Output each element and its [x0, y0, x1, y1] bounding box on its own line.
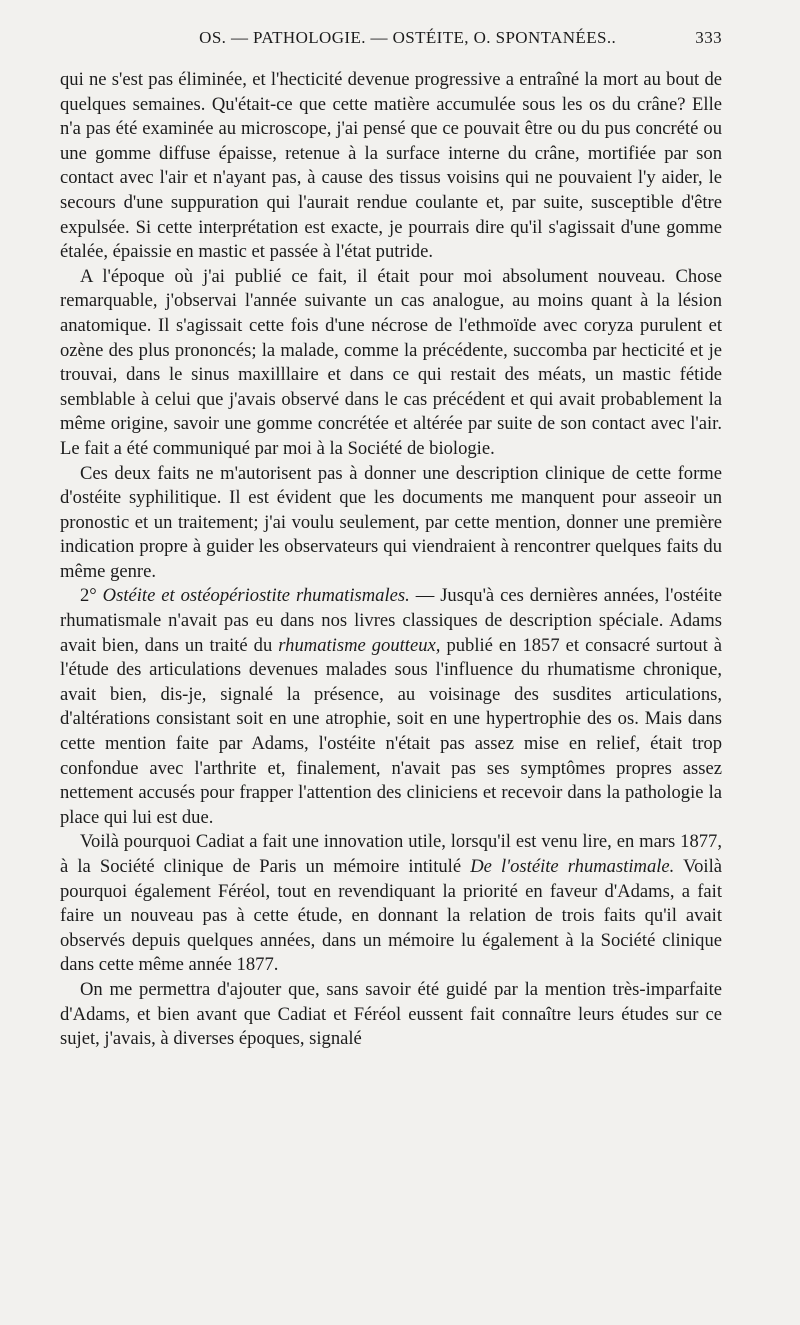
running-head	[60, 28, 722, 58]
italic-text: rhumatisme goutteux,	[278, 634, 441, 656]
text-run: Ces deux faits ne m'autorisent pas à donner une description clinique de cette forme d'ostéite syphilitique. Il est évident que les documents me manquent pour asseoir un pronostic et un traitement; j'ai voulu seulement, par cette mention, donner une première indication propre à guider les observateurs qui viendraient à rencontrer quelques faits du même genre.	[60, 462, 722, 582]
paragraph	[60, 265, 722, 462]
text-run: A l'époque où j'ai publié ce fait, il était pour moi absolument nouveau. Chose remarquable, j'observai l'année suivante un cas analogue, au moins quant à la lésion anatomique. Il s'agissait cette fois d'une nécrose de l'ethmoïde avec coryza purulent et ozène des plus prononcés; la malade, comme la précédente, succomba par hecticité et je trouvai, dans le sinus maxilllaire et dans ce qui restait des méats, un mastic fétide semblable à celui que j'avais observé dans le cas précédent et qui avait probablement la même origine, savoir une gomme concrétée et altérée par suite de son contact avec l'air. Le fait a été communiqué par moi à la Société de biologie.	[60, 265, 722, 459]
paragraph	[60, 584, 722, 830]
running-head-title: OS. — PATHOLOGIE. — OSTÉITE, O. SPONTANÉES..	[199, 28, 617, 47]
italic-text: Ostéite et ostéopériostite rhumatismales.	[102, 585, 410, 607]
text-run: Voilà pourquoi Cadiat a fait une innovation utile, lorsqu'il est venu lire, en mars 1877, à la Société clinique de Paris un mémoire intitulé	[60, 831, 722, 877]
paragraph	[60, 68, 722, 265]
body-text	[60, 68, 722, 1052]
page-number: 333	[695, 28, 722, 47]
text-run: — Jusqu'à ces dernières années, l'ostéite rhumatismale n'avait pas eu dans nos livres classiques de description spéciale. Adams avait bien, dans un traité du	[60, 585, 722, 656]
text-run: qui ne s'est pas éliminée, et l'hecticité devenue progressive a entraîné la mort au bout de quelques semaines. Qu'était-ce que cette matière accumulée sous les os du crâne? Elle n'a pas été examinée au microscope, j'ai pensé que ce pouvait être ou du pus concrété ou une gomme diffuse épaisse, retenue à la surface interne du crâne, mortifiée par son contact avec l'air et n'ayant pas, à cause des tissus voisins qui ne pouvaient l'y aider, le secours d'une suppuration qui l'aurait rendue coulante et, par suite, susceptible d'être expulsée. Si cette interprétation est exacte, je pourrais dire qu'il s'agissait d'une gomme étalée, épaissie en mastic et passée à l'état putride.	[60, 69, 722, 263]
text-run: On me permettra d'ajouter que, sans savoir été guidé par la mention très-imparfaite d'Adams, et bien avant que Cadiat et Féréol eussent fait connaître leurs études sur ce sujet, j'avais, à diverses époques, signalé	[60, 978, 722, 1050]
italic-text: De l'ostéite rhumastimale.	[470, 856, 675, 877]
text-run: publié en 1857 et consacré surtout à l'étude des articulations devenues malades sous l'influence du rhumatisme chronique, avait bien, dis-je, signalé la présence, au voisinage des susdites articulations, d'altérations consistant soit en une atrophie, soit en une hypertrophie des os. Mais dans cette mention faite par Adams, l'ostéite n'était pas assez mise en relief, était trop confondue avec l'arthrite et, finalement, n'avait pas ses symptômes propres assez nettement accusés pour frapper l'attention des cliniciens et recevoir dans la pathologie la place qui lui est due.	[60, 634, 723, 828]
paragraph	[60, 830, 722, 978]
paragraph	[60, 462, 722, 585]
paragraph	[60, 978, 722, 1052]
text-run: Voilà pourquoi également Féréol, tout en revendiquant la priorité en faveur d'Adams, a fait faire un nouveau pas à cette étude, en donnant la relation de trois faits qu'il avait observés depuis quelques années, dans un mémoire lu également à la Société clinique dans cette même année 1877.	[60, 856, 722, 976]
text-run: 2°	[80, 585, 103, 607]
